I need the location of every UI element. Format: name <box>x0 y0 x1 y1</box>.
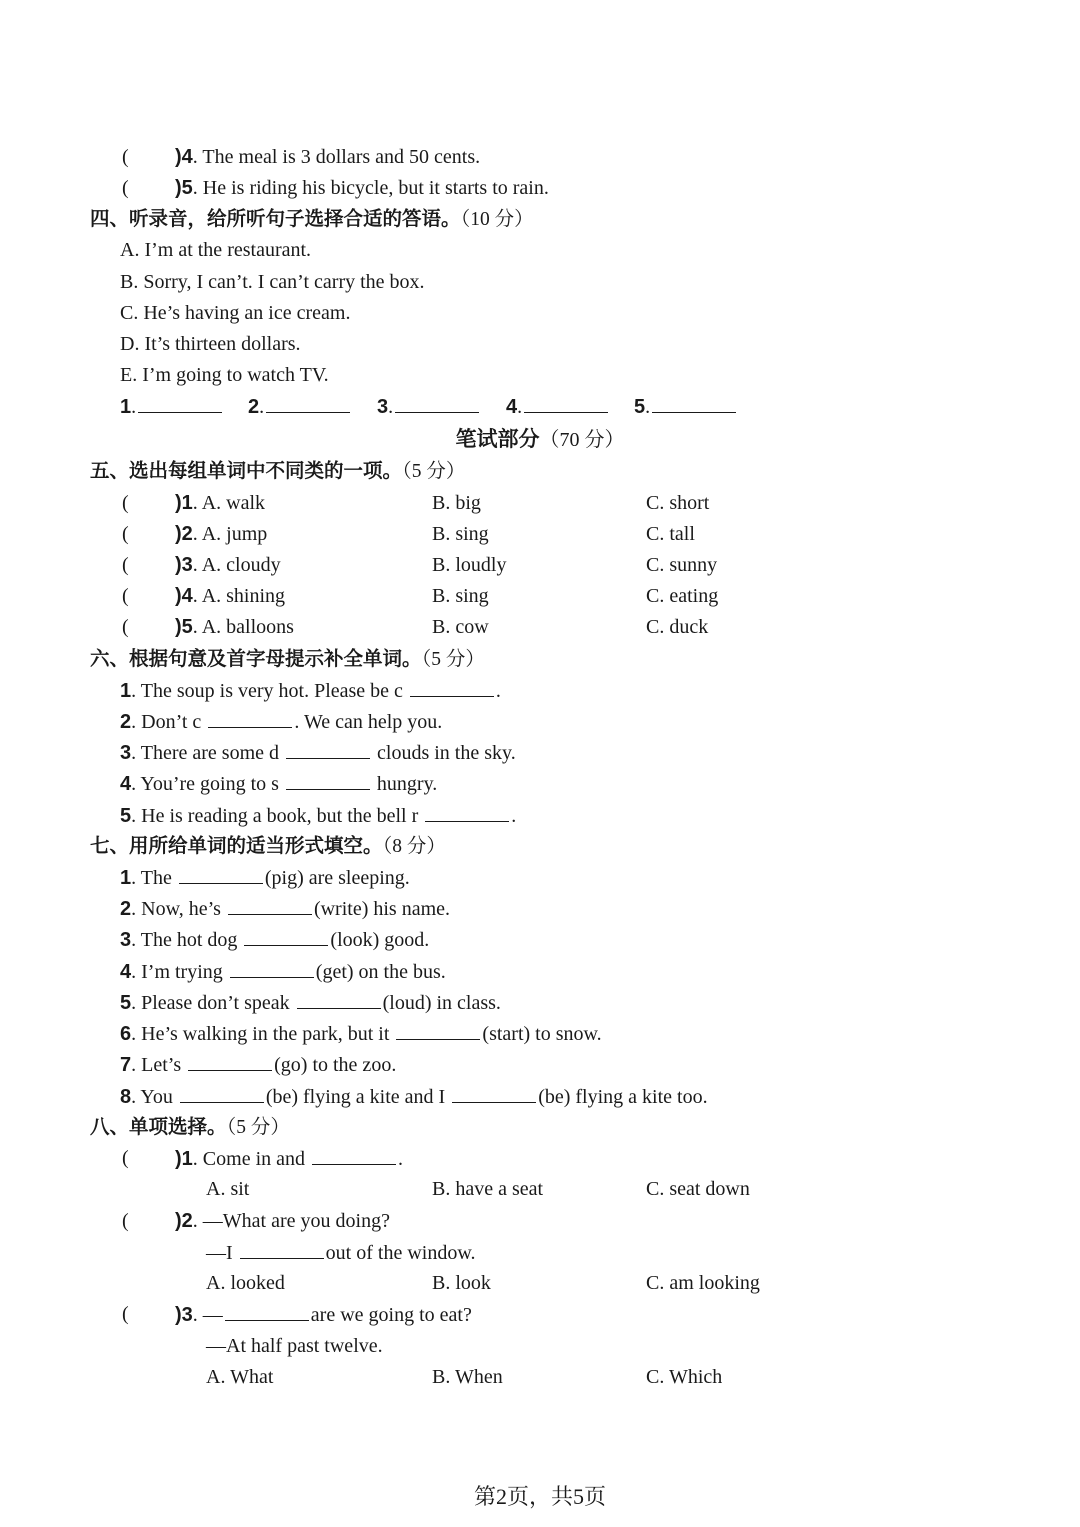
answer-paren[interactable]: ( <box>122 523 129 545</box>
section-title: 七、用所给单词的适当形式填空。 <box>90 834 383 857</box>
option-c: C. eating <box>646 585 719 607</box>
question-row <box>120 1019 602 1048</box>
question-number: 5 <box>120 992 132 1014</box>
answer-number: 3 <box>377 396 389 418</box>
answer-paren[interactable]: ( <box>122 1303 129 1325</box>
answer-paren[interactable]: ( <box>122 1147 129 1169</box>
page-footer: 第2页，共5页 <box>473 1484 606 1509</box>
answer-blank[interactable] <box>286 769 370 790</box>
answer-blank[interactable] <box>652 392 736 413</box>
question-text: . —What are you doing? <box>192 1210 390 1232</box>
question-text: . He is riding his bicycle, but it starts to rain. <box>192 177 549 199</box>
answer-blank[interactable] <box>396 1019 480 1040</box>
question-number: 7 <box>120 1054 132 1076</box>
section-heading <box>90 457 465 486</box>
section-heading <box>90 205 534 234</box>
question-number: )2 <box>175 1210 193 1232</box>
dialogue-line <box>206 1238 475 1267</box>
option-b: B. sing <box>432 523 489 545</box>
option-b: B. look <box>432 1272 491 1294</box>
question-text: . The meal is 3 dollars and 50 cents. <box>192 146 481 168</box>
question-text: out of the window. <box>325 1242 476 1264</box>
question-number: )3 <box>175 1304 193 1326</box>
question-row <box>120 925 429 954</box>
answer-blank[interactable] <box>452 1082 536 1103</box>
question-text: . I’m trying <box>131 961 223 983</box>
question-number: 4 <box>120 773 132 795</box>
option-c: C. short <box>646 492 710 514</box>
question-row <box>120 988 501 1017</box>
answer-blank[interactable] <box>244 925 328 946</box>
section-heading <box>90 832 446 861</box>
answer-blank[interactable] <box>312 1144 396 1165</box>
question-number: )3 <box>175 554 193 576</box>
question-number: 2 <box>120 711 132 733</box>
answer-blank[interactable] <box>208 707 292 728</box>
question-number: 2 <box>120 898 132 920</box>
section-title: 四、听录音，给所听句子选择合适的答语。 <box>90 207 461 230</box>
section-title: 六、根据句意及首字母提示补全单词。 <box>90 647 422 670</box>
question-number: 1 <box>120 680 132 702</box>
section-points: （5 分） <box>226 1117 290 1138</box>
question-number: 3 <box>120 929 132 951</box>
answer-blank[interactable] <box>228 894 312 915</box>
question-text: (be) flying a kite and I <box>265 1086 446 1108</box>
question-number: )4 <box>175 146 193 168</box>
question-row <box>120 707 442 736</box>
answer-blank[interactable] <box>297 988 381 1009</box>
question-number: 5 <box>120 805 132 827</box>
question-text: are we going to eat? <box>310 1304 472 1326</box>
question-text: hungry. <box>371 773 438 795</box>
question-text: . You <box>131 1086 173 1108</box>
question-text: . The <box>131 867 172 889</box>
option-b: B. have a seat <box>432 1178 544 1200</box>
section-points: （5 分） <box>421 649 485 670</box>
option-c: C. am looking <box>646 1272 760 1294</box>
option-b: B. loudly <box>432 554 507 576</box>
question-text: . Let’s <box>131 1054 182 1076</box>
option-c: C. tall <box>646 523 695 545</box>
option-b: B. big <box>432 492 481 514</box>
question-text: (start) to snow. <box>482 1023 602 1045</box>
answer-number: 1 <box>120 396 132 418</box>
question-text: . You’re going to s <box>131 773 279 795</box>
option-a: . A. cloudy <box>192 554 281 576</box>
section-points: （5 分） <box>402 461 466 482</box>
answer-blank[interactable] <box>188 1050 272 1071</box>
answer-blank[interactable] <box>266 392 350 413</box>
question-text: (be) flying a kite too. <box>538 1086 708 1108</box>
question-row <box>120 738 516 767</box>
option-a: . A. walk <box>192 492 266 514</box>
question-text: . <box>398 1148 404 1170</box>
question-text: . — <box>192 1304 223 1326</box>
answer-blank[interactable] <box>524 392 608 413</box>
answer-blank[interactable] <box>230 957 314 978</box>
question-text: (get) on the bus. <box>315 961 446 983</box>
answer-blank[interactable] <box>179 863 263 884</box>
answer-paren[interactable]: ( <box>122 585 129 607</box>
question-text: . He’s walking in the park, but it <box>131 1023 390 1045</box>
option-a: . A. shining <box>192 585 286 607</box>
option-a: A. What <box>206 1366 274 1388</box>
answer-blank[interactable] <box>410 676 494 697</box>
answer-number: 5 <box>634 396 646 418</box>
question-text: . The soup is very hot. Please be c <box>131 680 403 702</box>
question-row <box>120 769 437 798</box>
answer-blank[interactable] <box>425 801 509 822</box>
answer-blank[interactable] <box>180 1082 264 1103</box>
question-row <box>120 676 501 705</box>
answer-paren[interactable]: ( <box>122 1210 129 1232</box>
question-text: . There are some d <box>131 742 280 764</box>
section-points: （8 分） <box>382 836 446 857</box>
option-text: B. Sorry, I can’t. I can’t carry the box. <box>120 271 425 293</box>
question-number: )5 <box>175 177 193 199</box>
question-number: 1 <box>120 867 132 889</box>
question-number: 6 <box>120 1023 132 1045</box>
part-title <box>0 425 1080 454</box>
part-title-text: 笔试部分 <box>455 427 540 451</box>
question-row <box>120 894 450 923</box>
question-text: clouds in the sky. <box>372 742 516 764</box>
option-text: D. It’s thirteen dollars. <box>120 333 301 355</box>
option-c: C. duck <box>646 616 709 638</box>
question-number: )5 <box>175 616 193 638</box>
answer-blank[interactable] <box>286 738 370 759</box>
option-text: C. He’s having an ice cream. <box>120 302 351 324</box>
part-points: （70 分） <box>539 429 625 451</box>
answer-number: 2 <box>248 396 260 418</box>
question-text: (write) his name. <box>313 898 451 920</box>
question-text: . <box>495 680 501 702</box>
option-text: A. I’m at the restaurant. <box>120 239 312 261</box>
section-heading <box>90 645 485 674</box>
question-text: (loud) in class. <box>382 992 501 1014</box>
question-number: 3 <box>120 742 132 764</box>
answer-blank[interactable] <box>138 392 222 413</box>
answer-blank[interactable] <box>240 1238 324 1259</box>
question-text: . We can help you. <box>294 711 443 733</box>
question-text: . He is reading a book, but the bell r <box>131 805 419 827</box>
section-title: 八、单项选择。 <box>90 1115 227 1138</box>
question-number: )1 <box>175 492 193 514</box>
question-number: 4 <box>120 961 132 983</box>
option-b: B. When <box>432 1366 503 1388</box>
option-b: B. cow <box>432 616 489 638</box>
question-text: (pig) are sleeping. <box>264 867 410 889</box>
option-c: C. sunny <box>646 554 718 576</box>
option-a: . A. jump <box>192 523 268 545</box>
question-text: (go) to the zoo. <box>274 1054 397 1076</box>
option-text: E. I’m going to watch TV. <box>120 364 329 386</box>
question-text: . Come in and <box>192 1148 306 1170</box>
question-number: )2 <box>175 523 193 545</box>
answer-blank[interactable] <box>395 392 479 413</box>
question-text: . Please don’t speak <box>131 992 290 1014</box>
option-a: A. looked <box>206 1272 285 1294</box>
question-row <box>120 1082 708 1111</box>
answer-paren[interactable]: ( <box>122 177 129 199</box>
question-number: )4 <box>175 585 193 607</box>
question-number: )1 <box>175 1148 193 1170</box>
answer-paren[interactable]: ( <box>122 554 129 576</box>
question-text: (look) good. <box>330 929 430 951</box>
question-text: —I <box>206 1242 233 1264</box>
question-text: . Don’t c <box>131 711 202 733</box>
answer-blank[interactable] <box>225 1300 309 1321</box>
question-text: . Now, he’s <box>131 898 221 920</box>
section-title: 五、选出每组单词中不同类的一项。 <box>90 459 403 482</box>
question-row <box>120 863 410 892</box>
question-row <box>120 1050 396 1079</box>
question-row <box>120 957 446 986</box>
question-text: . The hot dog <box>131 929 238 951</box>
answer-paren[interactable]: ( <box>122 146 129 168</box>
question-number: 8 <box>120 1086 132 1108</box>
option-a: A. sit <box>206 1178 250 1200</box>
question-row <box>120 801 516 830</box>
section-heading <box>90 1113 290 1142</box>
option-b: B. sing <box>432 585 489 607</box>
answer-paren[interactable]: ( <box>122 492 129 514</box>
dialogue-line: —At half past twelve. <box>206 1335 383 1357</box>
section-points: （10 分） <box>460 209 534 230</box>
question-text: . <box>511 805 517 827</box>
answer-number: 4 <box>506 396 518 418</box>
option-c: C. Which <box>646 1366 723 1388</box>
option-c: C. seat down <box>646 1178 750 1200</box>
answer-paren[interactable]: ( <box>122 616 129 638</box>
option-a: . A. balloons <box>192 616 294 638</box>
